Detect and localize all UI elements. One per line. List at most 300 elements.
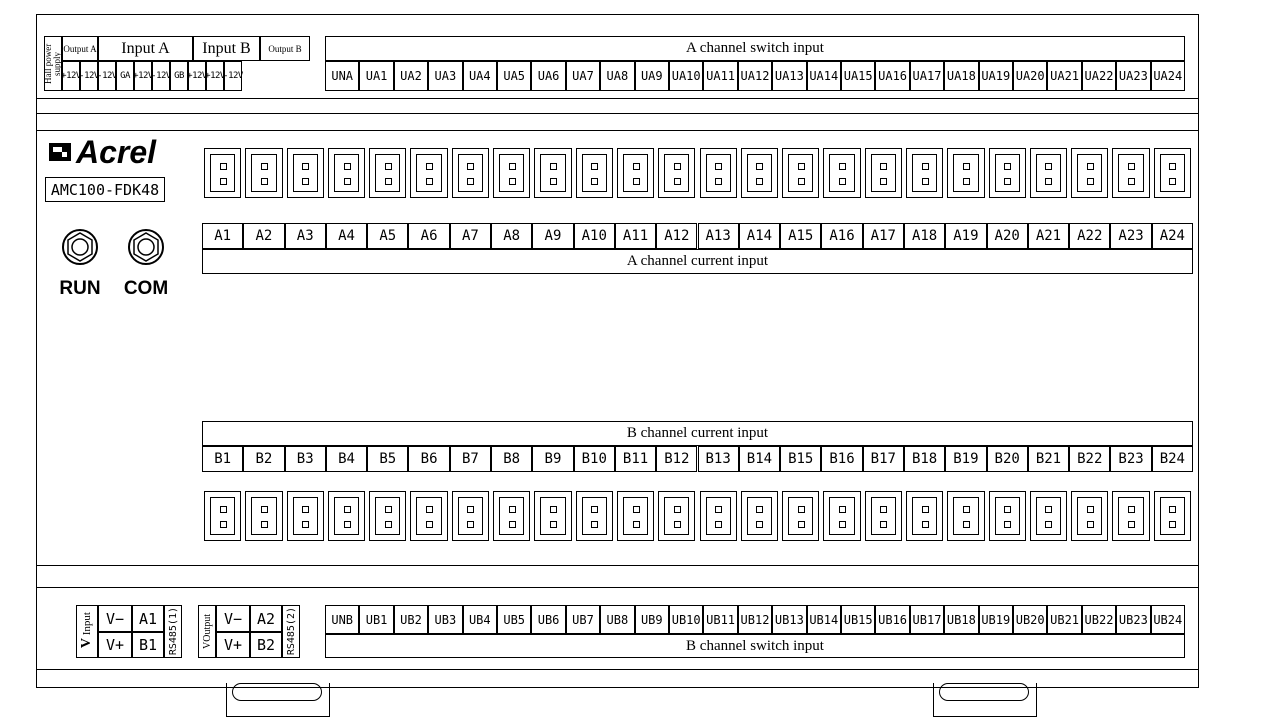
switch-terminal — [531, 605, 565, 634]
terminal-block — [576, 491, 613, 541]
current-label-text: A21 — [1035, 228, 1062, 244]
switch-terminal-text: UB13 — [774, 612, 804, 627]
current-label-text: A5 — [379, 228, 397, 244]
terminal-pin-icon — [344, 178, 351, 185]
brand-name: Acrel — [76, 134, 157, 170]
current-label — [945, 446, 986, 472]
terminal-block — [1071, 148, 1108, 198]
b-switch-title: B channel switch input — [325, 634, 1185, 658]
v-input-label: Input V — [76, 605, 98, 658]
rail-line — [36, 98, 1199, 99]
current-label-text: B22 — [1077, 451, 1103, 467]
terminal-pin-icon — [302, 506, 309, 513]
terminal-slot — [1036, 497, 1061, 535]
terminal-pin-icon — [467, 521, 474, 528]
current-label-text: A6 — [420, 228, 438, 244]
current-label — [574, 223, 615, 249]
current-label-text: B17 — [870, 451, 896, 467]
hall-power-supply-label: Hall power supply — [44, 36, 62, 91]
terminal-slot — [623, 497, 648, 535]
terminal-pin-icon — [467, 178, 474, 185]
power-pin-text: -12V — [151, 71, 171, 81]
power-pin-text: +12V — [133, 71, 153, 81]
terminal-block — [947, 148, 984, 198]
switch-terminal-text: UA5 — [503, 69, 526, 83]
rs485-1-label: RS485(1) — [164, 605, 182, 658]
switch-terminal-text: UA22 — [1084, 69, 1114, 83]
switch-terminal — [531, 61, 565, 91]
switch-terminal-text: UB12 — [740, 612, 770, 627]
current-label — [1110, 446, 1151, 472]
power-pin — [62, 61, 80, 91]
current-label — [615, 223, 656, 249]
terminal-slot — [912, 497, 937, 535]
terminal-block — [741, 148, 778, 198]
current-label-text: A18 — [911, 228, 938, 244]
a-switch-title: A channel switch input — [325, 36, 1185, 61]
current-label — [615, 446, 656, 472]
terminal-pin-icon — [633, 163, 640, 170]
terminal-block — [369, 491, 406, 541]
switch-terminal — [1151, 61, 1185, 91]
switch-terminal — [1082, 605, 1116, 634]
switch-terminal — [635, 61, 669, 91]
terminal-pin-icon — [261, 163, 268, 170]
rail-line — [36, 130, 1199, 131]
terminal-slot — [1160, 154, 1185, 192]
current-label — [656, 223, 697, 249]
current-label-text: B15 — [788, 451, 814, 467]
power-pin-text: GB — [174, 71, 184, 81]
terminal-pin-icon — [963, 506, 970, 513]
terminal-pin-icon — [715, 506, 722, 513]
terminal-block — [204, 148, 241, 198]
terminal-pin-icon — [344, 506, 351, 513]
switch-terminal — [566, 605, 600, 634]
current-label — [1069, 223, 1110, 249]
switch-terminal — [1116, 61, 1150, 91]
terminal-pin-icon — [674, 521, 681, 528]
switch-terminal-text: UA7 — [572, 69, 594, 83]
terminal-pin-icon — [302, 163, 309, 170]
terminal-pin-icon — [922, 506, 929, 513]
switch-terminal-text: UA13 — [774, 69, 804, 83]
switch-terminal-text: UB10 — [671, 612, 701, 627]
current-label-text: B5 — [379, 451, 397, 467]
terminal-block — [658, 148, 695, 198]
switch-terminal-text: UA9 — [640, 69, 663, 83]
current-label-text: A17 — [870, 228, 896, 244]
switch-terminal-text: UA16 — [878, 69, 908, 83]
switch-terminal-text: UA21 — [1050, 69, 1080, 83]
model-number: AMC100-FDK48 — [45, 177, 165, 202]
switch-terminal — [738, 61, 772, 91]
current-label — [739, 223, 780, 249]
switch-terminal-text: UA3 — [434, 69, 457, 83]
current-label-text: A20 — [994, 228, 1020, 244]
switch-terminal-text: UB15 — [843, 612, 873, 627]
terminal-pin-icon — [550, 521, 557, 528]
terminal-pin-icon — [1004, 521, 1011, 528]
terminal-slot — [747, 154, 772, 192]
terminal-block — [1071, 491, 1108, 541]
terminal-block — [906, 148, 943, 198]
current-label — [1110, 223, 1151, 249]
terminal-block — [617, 491, 654, 541]
switch-terminal-text: UB23 — [1118, 612, 1148, 627]
current-label — [408, 446, 449, 472]
terminal-slot — [664, 497, 689, 535]
current-label — [491, 446, 532, 472]
terminal-pin-icon — [798, 163, 805, 170]
terminal-pin-icon — [715, 521, 722, 528]
power-pin — [152, 61, 170, 91]
switch-terminal — [394, 61, 428, 91]
terminal-block — [245, 491, 282, 541]
terminal-slot — [416, 497, 441, 535]
switch-terminal-text: UA18 — [946, 69, 976, 83]
current-label-text: A14 — [746, 228, 773, 244]
output-a-label: Output A — [62, 36, 98, 61]
terminal-block — [865, 148, 902, 198]
switch-terminal — [910, 61, 944, 91]
terminal-pin-icon — [426, 506, 433, 513]
terminal-block — [534, 148, 571, 198]
current-label-text: A19 — [953, 228, 979, 244]
terminal-pin-icon — [550, 163, 557, 170]
terminal-pin-icon — [385, 178, 392, 185]
terminal-pin-icon — [839, 521, 846, 528]
terminal-block — [369, 148, 406, 198]
terminal-pin-icon — [880, 521, 887, 528]
current-label-text: A3 — [296, 228, 314, 244]
switch-terminal-text: UA12 — [740, 69, 770, 83]
terminal-slot — [499, 497, 524, 535]
switch-terminal — [910, 605, 944, 634]
terminal-pin-icon — [756, 506, 763, 513]
switch-terminal-text: UB8 — [606, 612, 629, 627]
current-label-text: B7 — [461, 451, 479, 467]
current-label-text: B13 — [705, 451, 731, 467]
current-label-text: A22 — [1077, 228, 1103, 244]
current-label-text: B6 — [420, 451, 438, 467]
terminal-slot — [251, 154, 276, 192]
switch-terminal-text: UNA — [331, 69, 354, 83]
v-output-label: VOutput — [198, 605, 216, 658]
switch-terminal-text: UB6 — [537, 612, 560, 627]
current-label-text: A24 — [1159, 228, 1185, 244]
switch-terminal — [772, 605, 806, 634]
switch-terminal-text: UNB — [331, 612, 354, 627]
terminal-slot — [499, 154, 524, 192]
current-label — [1152, 446, 1193, 472]
current-label — [1028, 446, 1069, 472]
terminal-pin-icon — [509, 506, 516, 513]
terminal-pin-icon — [633, 178, 640, 185]
in-a1-cell: A1 — [132, 605, 164, 632]
terminal-pin-icon — [922, 163, 929, 170]
switch-terminal — [428, 61, 462, 91]
terminal-pin-icon — [426, 178, 433, 185]
switch-terminal-text: UA24 — [1153, 69, 1183, 83]
clip-slot-right — [939, 683, 1029, 701]
terminal-slot — [334, 497, 359, 535]
output-b-label: Output B — [260, 36, 310, 61]
switch-terminal — [669, 605, 703, 634]
terminal-pin-icon — [591, 521, 598, 528]
terminal-pin-icon — [261, 506, 268, 513]
a-current-title: A channel current input — [202, 249, 1193, 274]
terminal-slot — [334, 154, 359, 192]
current-label — [367, 446, 408, 472]
terminal-pin-icon — [1004, 163, 1011, 170]
power-pin-text: +12V — [205, 71, 225, 81]
terminal-block — [700, 148, 737, 198]
terminal-pin-icon — [385, 163, 392, 170]
terminal-pin-icon — [715, 163, 722, 170]
switch-terminal-text: UA6 — [537, 69, 560, 83]
current-label — [1152, 223, 1193, 249]
terminal-pin-icon — [591, 163, 598, 170]
current-label — [698, 446, 739, 472]
current-label — [780, 223, 821, 249]
terminal-pin-icon — [839, 178, 846, 185]
terminal-slot — [623, 154, 648, 192]
terminal-pin-icon — [963, 521, 970, 528]
terminal-block — [410, 148, 447, 198]
terminal-slot — [953, 154, 978, 192]
current-label — [863, 223, 904, 249]
switch-terminal-text: UA8 — [606, 69, 629, 83]
rail-line — [36, 669, 1199, 670]
terminal-pin-icon — [1169, 521, 1176, 528]
terminal-slot — [871, 154, 896, 192]
terminal-block — [989, 148, 1026, 198]
current-label — [1069, 446, 1110, 472]
current-label-text: A2 — [255, 228, 273, 244]
terminal-slot — [293, 154, 318, 192]
terminal-slot — [912, 154, 937, 192]
current-label-text: B23 — [1118, 451, 1144, 467]
current-label-text: A16 — [829, 228, 855, 244]
switch-terminal — [738, 605, 772, 634]
terminal-pin-icon — [1087, 521, 1094, 528]
rs485-2-label: RS485(2) — [282, 605, 300, 658]
terminal-block — [989, 491, 1026, 541]
current-label-text: B16 — [829, 451, 855, 467]
terminal-pin-icon — [261, 521, 268, 528]
terminal-slot — [210, 154, 235, 192]
terminal-pin-icon — [756, 521, 763, 528]
current-label — [202, 223, 243, 249]
current-label-text: B24 — [1159, 451, 1185, 467]
terminal-pin-icon — [550, 506, 557, 513]
terminal-pin-icon — [591, 178, 598, 185]
terminal-pin-icon — [591, 506, 598, 513]
switch-terminal-text: UA19 — [981, 69, 1011, 83]
current-label-text: B21 — [1035, 451, 1062, 467]
terminal-pin-icon — [963, 178, 970, 185]
terminal-pin-icon — [385, 506, 392, 513]
current-label-text: A13 — [705, 228, 731, 244]
terminal-slot — [540, 497, 565, 535]
current-label — [450, 223, 491, 249]
switch-terminal — [841, 605, 875, 634]
current-label — [326, 446, 367, 472]
switch-terminal — [875, 605, 909, 634]
terminal-pin-icon — [1045, 163, 1052, 170]
switch-terminal — [600, 605, 634, 634]
switch-terminal — [1151, 605, 1185, 634]
switch-terminal — [635, 605, 669, 634]
terminal-pin-icon — [220, 521, 227, 528]
out-vplus-cell: V+ — [216, 632, 250, 658]
current-label — [532, 223, 573, 249]
terminal-pin-icon — [922, 521, 929, 528]
terminal-pin-icon — [715, 178, 722, 185]
power-pin — [134, 61, 152, 91]
switch-terminal-text: UB20 — [1015, 612, 1045, 627]
b-current-title: B channel current input — [202, 421, 1193, 446]
switch-terminal-text: UB7 — [572, 612, 594, 627]
current-label — [202, 446, 243, 472]
terminal-pin-icon — [302, 178, 309, 185]
current-label-text: B18 — [911, 451, 938, 467]
terminal-block — [493, 491, 530, 541]
switch-terminal-text: UA23 — [1118, 69, 1148, 83]
terminal-block — [1154, 148, 1191, 198]
rail-line — [36, 565, 1199, 566]
terminal-slot — [953, 497, 978, 535]
terminal-pin-icon — [1087, 178, 1094, 185]
current-label-text: B14 — [746, 451, 773, 467]
com-led-icon — [126, 227, 166, 267]
current-label-text: B11 — [622, 451, 649, 467]
terminal-slot — [293, 497, 318, 535]
switch-terminal-text: UB17 — [912, 612, 942, 627]
current-label-text: A8 — [503, 228, 521, 244]
terminal-pin-icon — [302, 521, 309, 528]
switch-terminal — [497, 61, 531, 91]
terminal-pin-icon — [509, 163, 516, 170]
terminal-pin-icon — [963, 163, 970, 170]
current-label — [863, 446, 904, 472]
switch-terminal — [394, 605, 428, 634]
terminal-slot — [582, 154, 607, 192]
switch-terminal-text: UB11 — [706, 612, 736, 627]
terminal-pin-icon — [1128, 163, 1135, 170]
switch-terminal-text: UB1 — [365, 612, 388, 627]
switch-terminal-text: UB22 — [1084, 612, 1114, 627]
terminal-slot — [995, 497, 1020, 535]
current-label — [698, 223, 739, 249]
terminal-block — [287, 148, 324, 198]
terminal-block — [452, 148, 489, 198]
out-a2-cell: A2 — [250, 605, 282, 632]
terminal-block — [782, 491, 819, 541]
switch-terminal-text: UB4 — [468, 612, 491, 627]
in-b1-cell: B1 — [132, 632, 164, 658]
power-pin-text: -12V — [223, 71, 243, 81]
terminal-block — [410, 491, 447, 541]
switch-terminal-text: UB9 — [640, 612, 663, 627]
switch-terminal — [1013, 605, 1047, 634]
terminal-block — [576, 148, 613, 198]
switch-terminal — [807, 61, 841, 91]
terminal-slot — [1160, 497, 1185, 535]
current-label — [285, 223, 326, 249]
current-label-text: A12 — [664, 228, 690, 244]
current-label — [987, 223, 1028, 249]
current-label-text: A1 — [214, 228, 232, 244]
terminal-block — [328, 148, 365, 198]
terminal-block — [617, 148, 654, 198]
terminal-slot — [747, 497, 772, 535]
terminal-slot — [582, 497, 607, 535]
current-label-text: B9 — [544, 451, 562, 467]
current-label-text: B12 — [664, 451, 690, 467]
clip-slot-left — [232, 683, 322, 701]
switch-terminal-text: UB19 — [981, 612, 1011, 627]
switch-terminal — [875, 61, 909, 91]
terminal-slot — [1077, 154, 1102, 192]
terminal-pin-icon — [674, 178, 681, 185]
switch-terminal — [703, 605, 737, 634]
terminal-slot — [1118, 154, 1143, 192]
terminal-slot — [375, 154, 400, 192]
current-label — [491, 223, 532, 249]
current-label-text: A15 — [788, 228, 814, 244]
switch-terminal-text: UA15 — [843, 69, 873, 83]
terminal-block — [906, 491, 943, 541]
power-pin-text: +12V — [61, 71, 81, 81]
switch-terminal — [325, 605, 359, 634]
terminal-pin-icon — [344, 163, 351, 170]
terminal-block — [947, 491, 984, 541]
power-pin — [80, 61, 98, 91]
current-label-text: A7 — [461, 228, 479, 244]
rail-line — [36, 113, 1199, 114]
input-a-label: Input A — [98, 36, 193, 61]
switch-terminal-text: UA2 — [400, 69, 422, 83]
terminal-pin-icon — [550, 178, 557, 185]
terminal-pin-icon — [385, 521, 392, 528]
switch-terminal-text: UB18 — [946, 612, 976, 627]
current-label — [367, 223, 408, 249]
switch-terminal-text: UA17 — [912, 69, 942, 83]
terminal-block — [204, 491, 241, 541]
switch-terminal — [772, 61, 806, 91]
switch-terminal — [359, 605, 393, 634]
switch-terminal-text: UB2 — [400, 612, 422, 627]
out-vminus-cell: V− — [216, 605, 250, 632]
switch-terminal-text: UB24 — [1153, 612, 1183, 627]
terminal-pin-icon — [1087, 163, 1094, 170]
terminal-pin-icon — [798, 521, 805, 528]
terminal-slot — [706, 497, 731, 535]
terminal-pin-icon — [220, 163, 227, 170]
run-label: RUN — [59, 278, 101, 299]
switch-terminal — [1082, 61, 1116, 91]
terminal-pin-icon — [880, 163, 887, 170]
current-label — [532, 446, 573, 472]
terminal-block — [700, 491, 737, 541]
terminal-slot — [788, 497, 813, 535]
terminal-block — [1030, 491, 1067, 541]
switch-terminal — [669, 61, 703, 91]
terminal-slot — [210, 497, 235, 535]
current-label-text: A10 — [581, 228, 607, 244]
